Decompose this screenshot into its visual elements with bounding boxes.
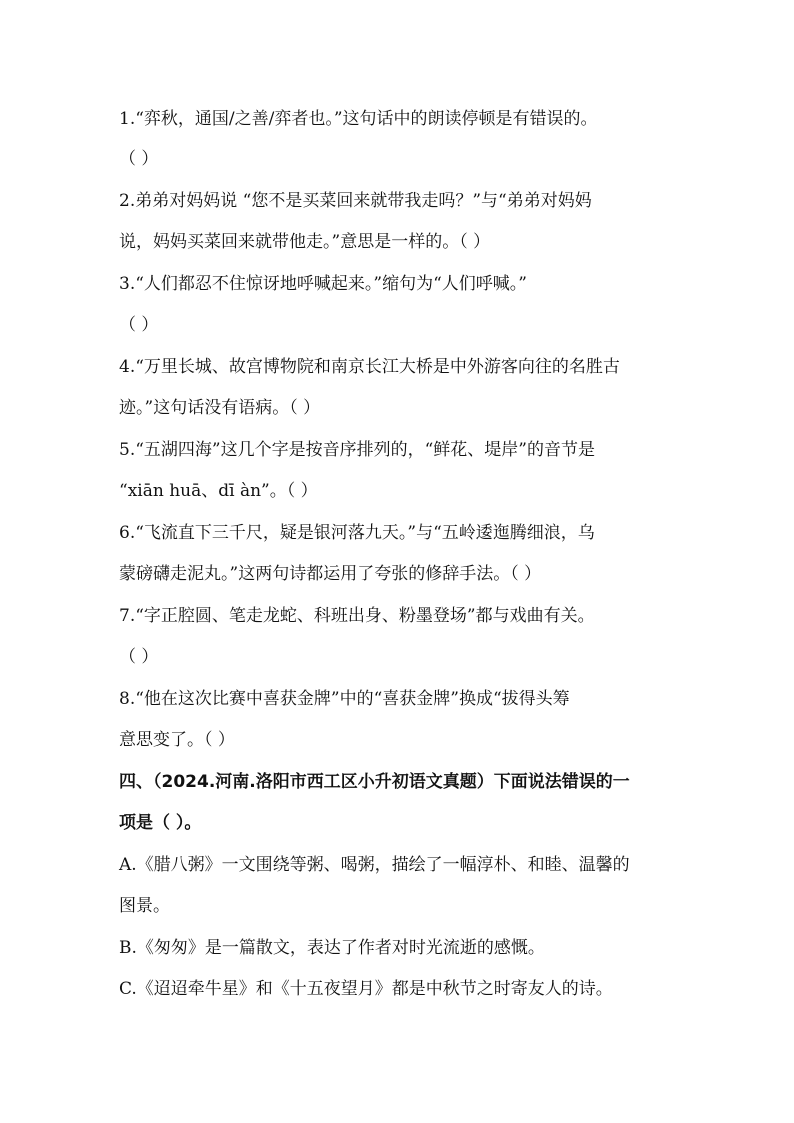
item-7-answer-blank: （ ） — [119, 647, 159, 667]
item-8-line-1: 8.“他在这次比赛中喜获金牌”中的“喜获金牌”换成“拔得头筹 — [119, 689, 570, 709]
item-5-line-2: “xiān huā、dī àn”。（ ） — [119, 481, 318, 501]
section-4-heading-line-1: 四、（2024.河南.洛阳市西工区小升初语文真题）下面说法错误的一 — [119, 772, 630, 792]
option-a-line-1: A.《腊八粥》一文围绕等粥、喝粥，描绘了一幅淳朴、和睦、温馨的 — [119, 855, 630, 875]
item-1-answer-blank: （ ） — [119, 149, 159, 169]
item-3-answer-blank: （ ） — [119, 315, 159, 335]
item-4-line-1: 4.“万里长城、故宫博物院和南京长江大桥是中外游客向往的名胜古 — [119, 357, 620, 377]
item-1-line-1: 1.“弈秋，通国/之善/弈者也。”这句话中的朗读停顿是有错误的。 — [119, 109, 598, 129]
item-6-line-1: 6.“飞流直下三千尺，疑是银河落九天。”与“五岭逶迤腾细浪，乌 — [119, 523, 595, 543]
item-7-line-1: 7.“字正腔圆、笔走龙蛇、科班出身、粉墨登场”都与戏曲有关。 — [119, 606, 595, 626]
option-a-line-2: 图景。 — [119, 896, 170, 916]
item-2-line-1: 2.弟弟对妈妈说 “您不是买菜回来就带我走吗？”与“弟弟对妈妈 — [119, 191, 592, 211]
section-4-heading-line-2: 项是（ ）。 — [119, 813, 202, 833]
item-5-line-1: 5.“五湖四海”这几个字是按音序排列的，“鲜花、堤岸”的音节是 — [119, 440, 595, 460]
option-c: C.《迢迢牵牛星》和《十五夜望月》都是中秋节之时寄友人的诗。 — [119, 979, 613, 999]
item-8-line-2: 意思变了。（ ） — [119, 730, 235, 750]
item-6-line-2: 蒙磅礴走泥丸。”这两句诗都运用了夸张的修辞手法。（ ） — [119, 564, 542, 584]
item-4-line-2: 迹。”这句话没有语病。（ ） — [119, 398, 321, 418]
option-b: B.《匆匆》是一篇散文，表达了作者对时光流逝的感慨。 — [119, 938, 545, 958]
item-2-line-2: 说，妈妈买菜回来就带他走。”意思是一样的。（ ） — [119, 232, 491, 252]
item-3-line-1: 3.“人们都忍不住惊讶地呼喊起来。”缩句为“人们呼喊。” — [119, 274, 527, 294]
